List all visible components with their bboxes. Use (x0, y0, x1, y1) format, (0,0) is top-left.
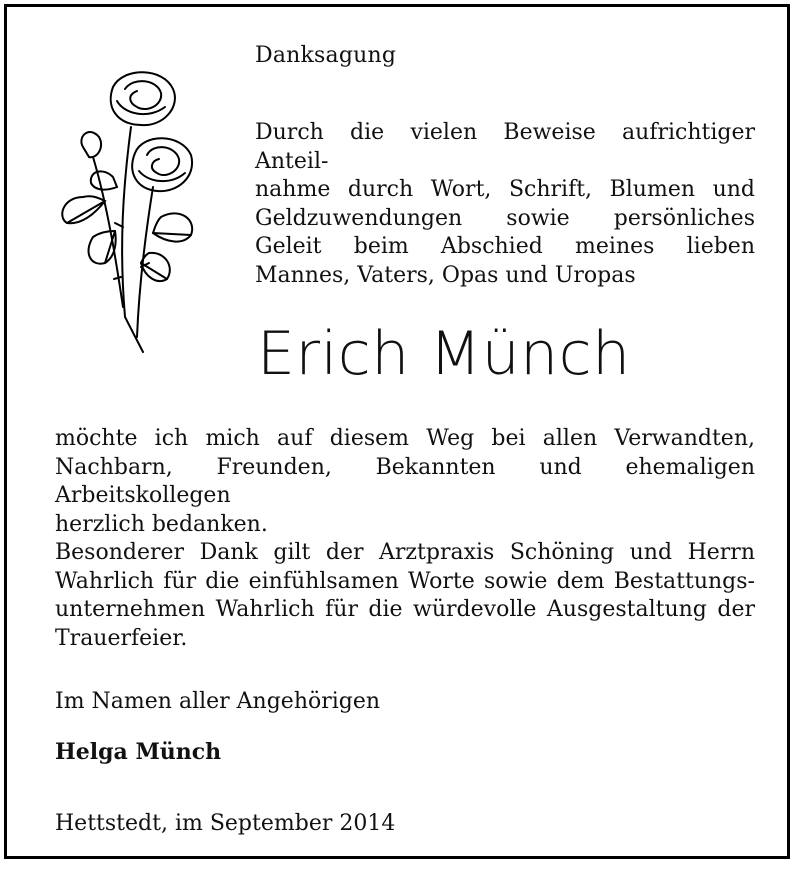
body-line: möchte ich mich auf diesem Weg bei allen Verwandten, (55, 426, 755, 451)
signer-name: Helga Münch (55, 739, 222, 765)
obituary-notice (4, 4, 790, 859)
intro-line: Durch die vielen Beweise aufrichtiger Anteil- (255, 120, 755, 174)
thanks-paragraph (55, 425, 755, 653)
intro-paragraph (255, 119, 755, 290)
intro-line: nahme durch Wort, Schrift, Blumen und (255, 177, 755, 202)
body-line: Besonderer Dank gilt der Arztpraxis Schöning und Herrn (55, 540, 755, 565)
body-line: unternehmen Wahrlich für die würdevolle Ausgestaltung der (55, 597, 755, 622)
closing-line: Im Namen aller Angehörigen (55, 689, 381, 714)
body-line: Wahrlich für die einfühlsamen Worte sowie dem Bestattungs- (55, 568, 755, 594)
notice-heading: Danksagung (255, 43, 397, 68)
intro-line: Geldzuwendungen sowie persönliches (255, 205, 755, 231)
body-line: Trauerfeier. (55, 625, 188, 651)
deceased-name: Erich Münch (257, 319, 631, 389)
intro-line: Mannes, Vaters, Opas und Uropas (255, 262, 636, 288)
rose-icon (53, 67, 203, 367)
body-line: Nachbarn, Freunden, Bekannten und ehemaligen Arbeitskollegen (55, 454, 755, 508)
intro-line: Geleit beim Abschied meines lieben (255, 234, 755, 259)
place-date: Hettstedt, im September 2014 (55, 811, 396, 836)
body-line: herzlich bedanken. (55, 511, 268, 537)
